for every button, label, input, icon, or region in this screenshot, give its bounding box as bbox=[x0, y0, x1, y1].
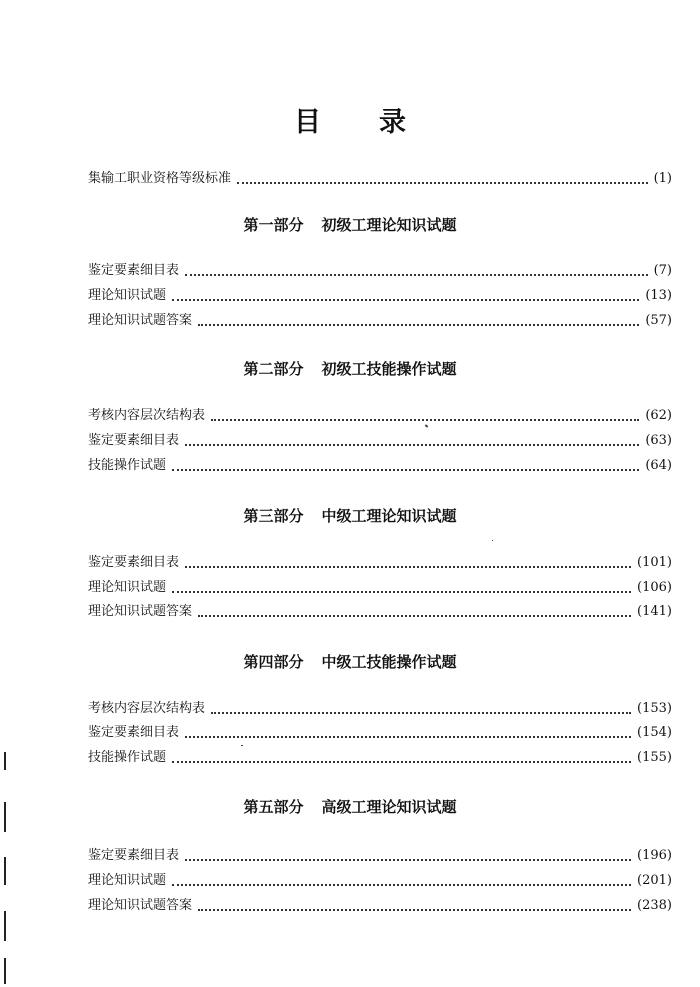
toc-entry-page: (201) bbox=[637, 873, 672, 888]
page-title bbox=[0, 100, 700, 139]
toc-entry-label: 鉴定要素细目表 bbox=[88, 848, 180, 863]
toc-entry-label: 鉴定要素细目表 bbox=[88, 433, 180, 448]
toc-entry-label: 理论知识试题 bbox=[88, 873, 167, 888]
toc-entry[interactable] bbox=[88, 285, 672, 307]
toc-entry[interactable] bbox=[88, 552, 672, 574]
toc-entry[interactable] bbox=[88, 722, 672, 744]
toc-entry-label: 理论知识试题 bbox=[88, 288, 167, 303]
toc-entry[interactable] bbox=[88, 601, 672, 623]
part-title: 中级工理论知识试题 bbox=[321, 507, 457, 525]
dot-leader bbox=[198, 614, 631, 617]
toc-entry[interactable] bbox=[88, 577, 672, 599]
scan-speck bbox=[241, 745, 243, 746]
toc-entry-label: 理论知识试题 bbox=[88, 580, 167, 595]
toc-entry[interactable] bbox=[88, 310, 672, 332]
part-number: 第四部分 bbox=[243, 653, 304, 671]
dot-leader bbox=[211, 711, 631, 714]
toc-entry-page: (153) bbox=[637, 701, 672, 716]
scan-margin-mark bbox=[4, 857, 6, 885]
dot-leader bbox=[237, 181, 648, 184]
scan-margin-mark bbox=[4, 958, 6, 984]
toc-entry-page: (101) bbox=[637, 555, 672, 570]
toc-entry-page: (154) bbox=[637, 725, 672, 740]
dot-leader bbox=[185, 443, 639, 446]
part-heading-1 bbox=[0, 214, 700, 236]
page-title-char-1: 目 bbox=[294, 107, 321, 138]
part-title: 初级工理论知识试题 bbox=[321, 216, 457, 234]
toc-entry-label: 技能操作试题 bbox=[88, 458, 167, 473]
dot-leader bbox=[198, 323, 639, 326]
toc-entry-page: (62) bbox=[645, 408, 672, 423]
scan-margin-mark bbox=[4, 802, 6, 832]
dot-leader bbox=[185, 273, 648, 276]
toc-entry-label: 理论知识试题答案 bbox=[88, 604, 193, 619]
dot-leader bbox=[172, 883, 631, 886]
toc-entry-page: (1) bbox=[653, 171, 672, 186]
scan-margin-mark bbox=[4, 752, 6, 770]
toc-entry-page: (106) bbox=[637, 580, 672, 595]
toc-entry-page: (63) bbox=[645, 433, 672, 448]
toc-entry-page: (155) bbox=[637, 750, 672, 765]
part-heading-4 bbox=[0, 651, 700, 673]
dot-leader bbox=[185, 735, 631, 738]
part-number: 第一部分 bbox=[243, 216, 304, 234]
part-title: 中级工技能操作试题 bbox=[321, 653, 457, 671]
part-number: 第五部分 bbox=[243, 798, 304, 816]
dot-leader bbox=[172, 298, 639, 301]
toc-entry-page: (196) bbox=[637, 848, 672, 863]
dot-leader bbox=[198, 908, 631, 911]
toc-entry[interactable] bbox=[88, 405, 672, 427]
toc-entry-label: 理论知识试题答案 bbox=[88, 313, 193, 328]
toc-entry[interactable] bbox=[88, 455, 672, 477]
page-title-char-2: 录 bbox=[379, 107, 406, 138]
dot-leader bbox=[172, 760, 631, 763]
toc-entry-label: 理论知识试题答案 bbox=[88, 898, 193, 913]
toc-entry-label: 鉴定要素细目表 bbox=[88, 725, 180, 740]
toc-entry-label: 鉴定要素细目表 bbox=[88, 555, 180, 570]
toc-entry-label: 技能操作试题 bbox=[88, 750, 167, 765]
toc-entry-page: (13) bbox=[645, 288, 672, 303]
toc-entry-label: 集输工职业资格等级标准 bbox=[88, 171, 232, 186]
dot-leader bbox=[172, 590, 631, 593]
part-title: 初级工技能操作试题 bbox=[321, 360, 457, 378]
toc-entry-standards[interactable] bbox=[88, 168, 672, 190]
toc-entry-page: (57) bbox=[645, 313, 672, 328]
dot-leader bbox=[172, 468, 639, 471]
toc-entry-page: (7) bbox=[653, 263, 672, 278]
dot-leader bbox=[185, 565, 631, 568]
part-number: 第三部分 bbox=[243, 507, 304, 525]
toc-entry-label: 考核内容层次结构表 bbox=[88, 408, 206, 423]
toc-entry[interactable] bbox=[88, 895, 672, 917]
scan-speck bbox=[492, 540, 493, 541]
toc-entry-label: 考核内容层次结构表 bbox=[88, 701, 206, 716]
dot-leader bbox=[211, 418, 639, 421]
toc-entry-label: 鉴定要素细目表 bbox=[88, 263, 180, 278]
part-heading-2 bbox=[0, 358, 700, 380]
toc-entry[interactable] bbox=[88, 698, 672, 720]
part-heading-3 bbox=[0, 505, 700, 527]
toc-entry-page: (141) bbox=[637, 604, 672, 619]
part-title: 高级工理论知识试题 bbox=[321, 798, 457, 816]
toc-entry[interactable] bbox=[88, 845, 672, 867]
toc-entry[interactable] bbox=[88, 260, 672, 282]
toc-entry-page: (64) bbox=[645, 458, 672, 473]
dot-leader bbox=[185, 858, 631, 861]
toc-entry[interactable] bbox=[88, 747, 672, 769]
part-number: 第二部分 bbox=[243, 360, 304, 378]
part-heading-5 bbox=[0, 796, 700, 818]
scan-margin-mark bbox=[4, 911, 6, 941]
toc-entry[interactable] bbox=[88, 870, 672, 892]
toc-entry-page: (238) bbox=[637, 898, 672, 913]
toc-entry[interactable] bbox=[88, 430, 672, 452]
scan-speck bbox=[425, 424, 429, 427]
